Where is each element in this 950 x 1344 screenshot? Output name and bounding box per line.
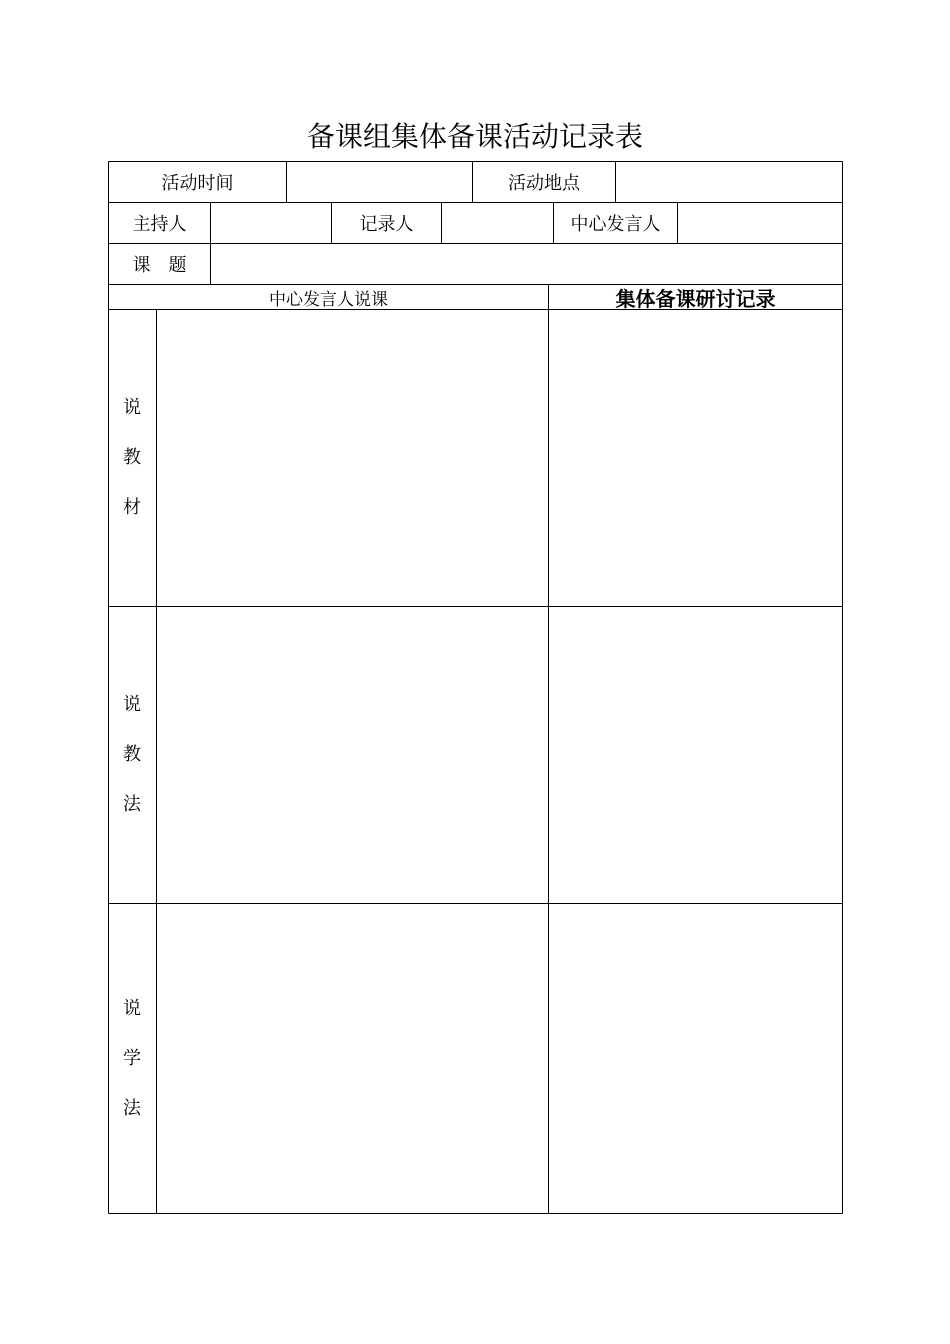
host-field[interactable] [211, 203, 331, 243]
activity-time-field[interactable] [287, 162, 472, 202]
textbook-discussion-area[interactable] [549, 310, 842, 606]
section-label-char: 说 [123, 397, 141, 418]
section-label-teaching-method [109, 607, 155, 903]
topic-field[interactable] [211, 244, 842, 284]
learning-method-lecture-area[interactable] [157, 904, 548, 1213]
recorder-field[interactable] [442, 203, 553, 243]
section-label-learning-method [109, 904, 155, 1213]
section-label-char: 教 [123, 447, 141, 468]
teaching-method-lecture-area[interactable] [157, 607, 548, 903]
recorder-label: 记录人 [359, 214, 414, 235]
section-label-char: 学 [123, 1047, 141, 1069]
form-title: 备课组集体备课活动记录表 [306, 120, 643, 153]
teaching-method-discussion-area[interactable] [549, 607, 842, 903]
activity-time-label: 活动时间 [161, 173, 234, 194]
speaker-label: 中心发言人 [570, 214, 661, 235]
section-label-char: 法 [123, 794, 141, 815]
textbook-lecture-area[interactable] [157, 310, 548, 606]
activity-place-label: 活动地点 [508, 173, 580, 194]
speaker-field[interactable] [678, 203, 842, 243]
learning-method-discussion-area[interactable] [549, 904, 842, 1213]
section-label-char: 教 [123, 744, 141, 765]
section-label-char: 法 [123, 1097, 141, 1119]
section-label-char: 材 [123, 497, 141, 518]
activity-place-field[interactable] [616, 162, 842, 202]
section-label-char: 说 [123, 997, 141, 1019]
topic-label: 课 题 [132, 255, 187, 276]
discussion-record-header: 集体备课研讨记录 [615, 286, 776, 311]
host-label: 主持人 [132, 214, 187, 235]
section-label-char: 说 [123, 694, 141, 715]
speaker-lecture-header: 中心发言人说课 [269, 289, 388, 310]
section-label-textbook [109, 310, 155, 606]
